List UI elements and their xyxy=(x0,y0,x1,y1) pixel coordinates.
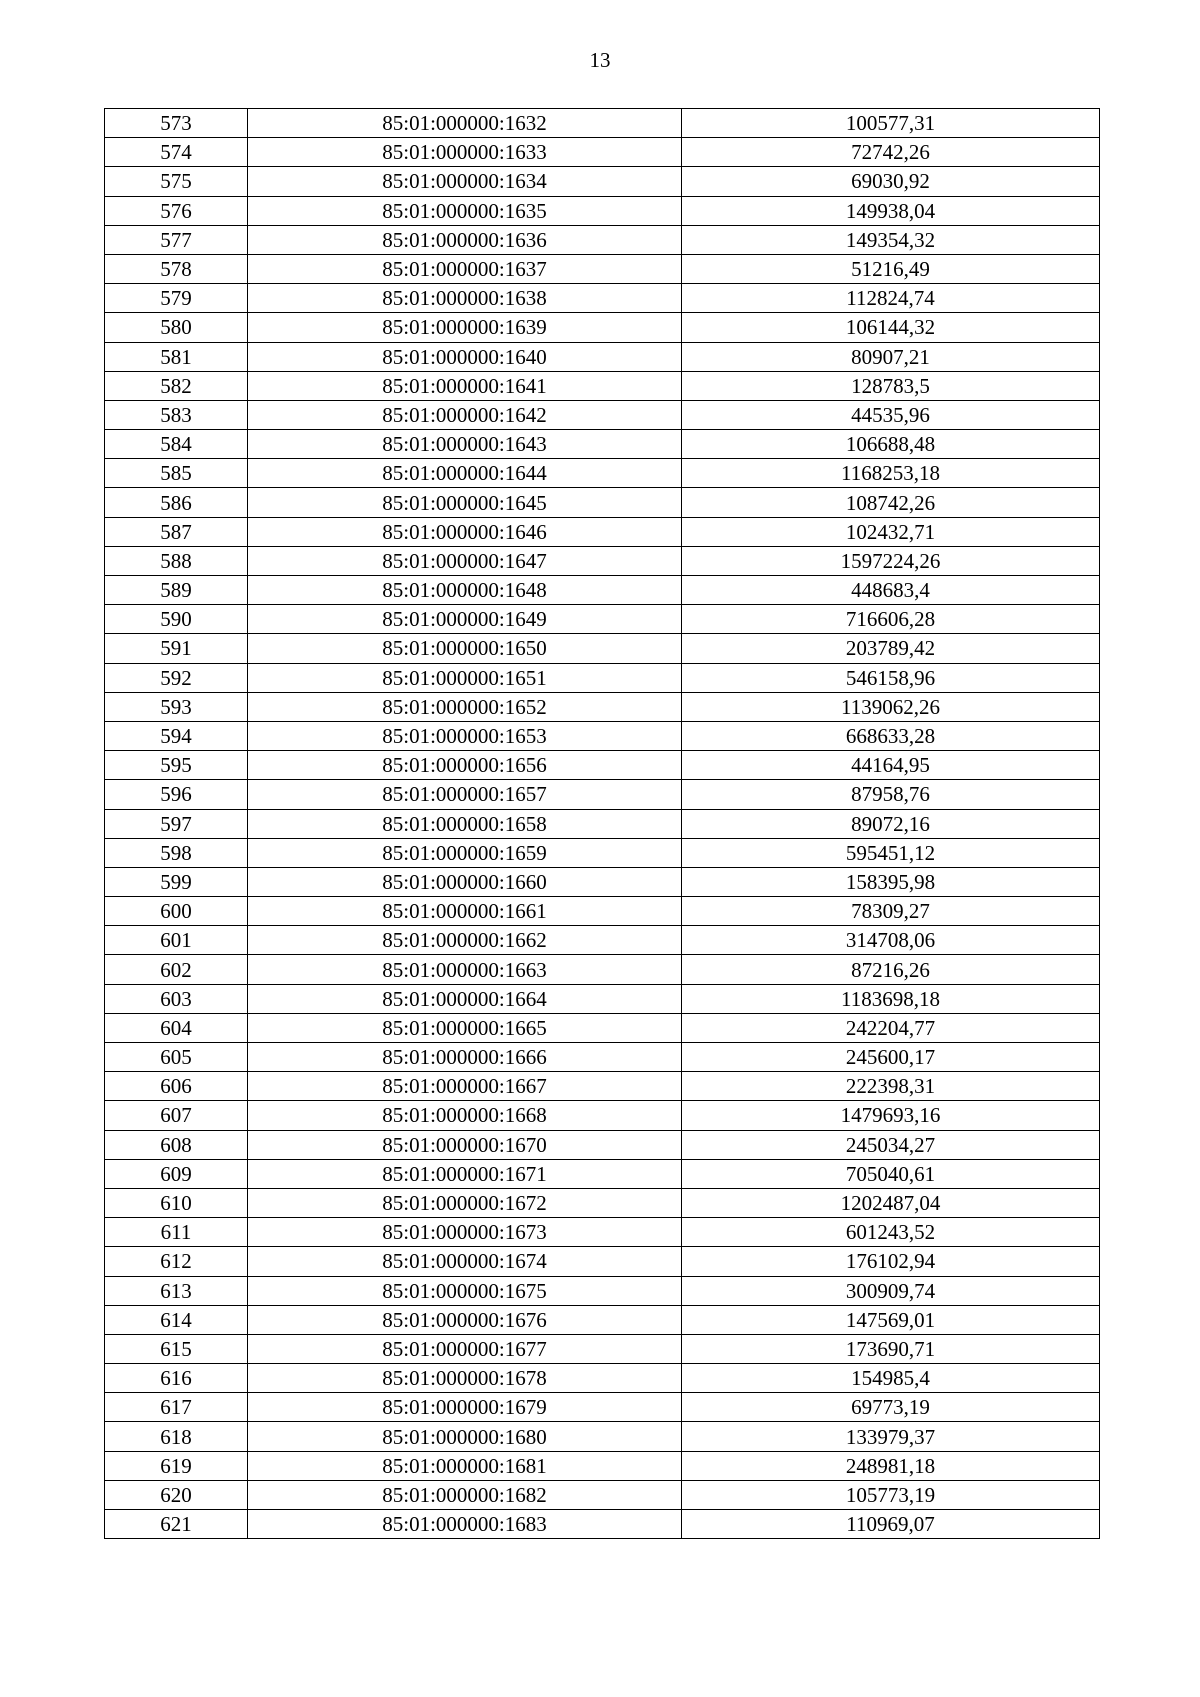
row-number-cell: 575 xyxy=(105,167,248,196)
table-row xyxy=(105,780,1100,809)
table-row xyxy=(105,809,1100,838)
table-row xyxy=(105,400,1100,429)
cadastral-value-cell: 87216,26 xyxy=(682,955,1100,984)
cadastral-value-cell: 128783,5 xyxy=(682,371,1100,400)
table-row xyxy=(105,371,1100,400)
table-body xyxy=(105,109,1100,1539)
cadastral-number-cell: 85:01:000000:1674 xyxy=(248,1247,682,1276)
row-number-cell: 613 xyxy=(105,1276,248,1305)
table-row xyxy=(105,138,1100,167)
table-row xyxy=(105,1422,1100,1451)
page-number: 13 xyxy=(589,48,611,72)
row-number-cell: 582 xyxy=(105,371,248,400)
cadastral-value-cell: 108742,26 xyxy=(682,488,1100,517)
row-number-cell: 599 xyxy=(105,867,248,896)
table-row xyxy=(105,546,1100,575)
row-number-cell: 607 xyxy=(105,1101,248,1130)
row-number-cell: 611 xyxy=(105,1218,248,1247)
row-number-cell: 614 xyxy=(105,1305,248,1334)
cadastral-number-cell: 85:01:000000:1641 xyxy=(248,371,682,400)
table-row xyxy=(105,109,1100,138)
row-number-cell: 573 xyxy=(105,109,248,138)
cadastral-value-cell: 705040,61 xyxy=(682,1159,1100,1188)
row-number-cell: 618 xyxy=(105,1422,248,1451)
cadastral-value-cell: 245600,17 xyxy=(682,1043,1100,1072)
table-row xyxy=(105,167,1100,196)
cadastral-value-cell: 80907,21 xyxy=(682,342,1100,371)
table-row xyxy=(105,1130,1100,1159)
table-row xyxy=(105,1451,1100,1480)
row-number-cell: 587 xyxy=(105,517,248,546)
cadastral-number-cell: 85:01:000000:1645 xyxy=(248,488,682,517)
cadastral-number-cell: 85:01:000000:1646 xyxy=(248,517,682,546)
cadastral-value-cell: 601243,52 xyxy=(682,1218,1100,1247)
row-number-cell: 598 xyxy=(105,838,248,867)
row-number-cell: 596 xyxy=(105,780,248,809)
cadastral-value-cell: 78309,27 xyxy=(682,897,1100,926)
row-number-cell: 601 xyxy=(105,926,248,955)
table-row xyxy=(105,1218,1100,1247)
cadastral-number-cell: 85:01:000000:1670 xyxy=(248,1130,682,1159)
row-number-cell: 590 xyxy=(105,605,248,634)
row-number-cell: 595 xyxy=(105,751,248,780)
table-row xyxy=(105,1043,1100,1072)
row-number-cell: 585 xyxy=(105,459,248,488)
table-row xyxy=(105,1247,1100,1276)
cadastral-value-cell: 1139062,26 xyxy=(682,692,1100,721)
table-row xyxy=(105,430,1100,459)
cadastral-value-cell: 176102,94 xyxy=(682,1247,1100,1276)
table-row xyxy=(105,196,1100,225)
table-row xyxy=(105,838,1100,867)
cadastral-number-cell: 85:01:000000:1636 xyxy=(248,225,682,254)
cadastral-number-cell: 85:01:000000:1681 xyxy=(248,1451,682,1480)
table-row xyxy=(105,751,1100,780)
cadastral-number-cell: 85:01:000000:1662 xyxy=(248,926,682,955)
cadastral-value-cell: 314708,06 xyxy=(682,926,1100,955)
row-number-cell: 597 xyxy=(105,809,248,838)
cadastral-number-cell: 85:01:000000:1668 xyxy=(248,1101,682,1130)
cadastral-number-cell: 85:01:000000:1632 xyxy=(248,109,682,138)
cadastral-number-cell: 85:01:000000:1666 xyxy=(248,1043,682,1072)
cadastral-number-cell: 85:01:000000:1667 xyxy=(248,1072,682,1101)
cadastral-value-cell: 1597224,26 xyxy=(682,546,1100,575)
row-number-cell: 621 xyxy=(105,1510,248,1539)
cadastral-number-cell: 85:01:000000:1640 xyxy=(248,342,682,371)
row-number-cell: 579 xyxy=(105,284,248,313)
cadastral-value-cell: 72742,26 xyxy=(682,138,1100,167)
table-row xyxy=(105,284,1100,313)
table-row xyxy=(105,1188,1100,1217)
table-row xyxy=(105,1276,1100,1305)
row-number-cell: 577 xyxy=(105,225,248,254)
cadastral-number-cell: 85:01:000000:1676 xyxy=(248,1305,682,1334)
cadastral-value-cell: 100577,31 xyxy=(682,109,1100,138)
table-row xyxy=(105,605,1100,634)
cadastral-value-cell: 222398,31 xyxy=(682,1072,1100,1101)
cadastral-number-cell: 85:01:000000:1651 xyxy=(248,663,682,692)
cadastral-value-cell: 149938,04 xyxy=(682,196,1100,225)
cadastral-number-cell: 85:01:000000:1638 xyxy=(248,284,682,313)
cadastral-number-cell: 85:01:000000:1675 xyxy=(248,1276,682,1305)
cadastral-value-cell: 105773,19 xyxy=(682,1480,1100,1509)
table-row xyxy=(105,867,1100,896)
table-row xyxy=(105,1305,1100,1334)
cadastral-value-cell: 110969,07 xyxy=(682,1510,1100,1539)
cadastral-number-cell: 85:01:000000:1663 xyxy=(248,955,682,984)
row-number-cell: 602 xyxy=(105,955,248,984)
row-number-cell: 603 xyxy=(105,984,248,1013)
table-row xyxy=(105,1480,1100,1509)
cadastral-value-cell: 87958,76 xyxy=(682,780,1100,809)
table-row xyxy=(105,955,1100,984)
cadastral-value-cell: 44164,95 xyxy=(682,751,1100,780)
row-number-cell: 576 xyxy=(105,196,248,225)
table-row xyxy=(105,1013,1100,1042)
row-number-cell: 620 xyxy=(105,1480,248,1509)
table-row xyxy=(105,459,1100,488)
cadastral-value-cell: 173690,71 xyxy=(682,1334,1100,1363)
row-number-cell: 584 xyxy=(105,430,248,459)
cadastral-value-cell: 1202487,04 xyxy=(682,1188,1100,1217)
table-row xyxy=(105,517,1100,546)
cadastral-number-cell: 85:01:000000:1634 xyxy=(248,167,682,196)
cadastral-value-cell: 448683,4 xyxy=(682,576,1100,605)
cadastral-value-cell: 546158,96 xyxy=(682,663,1100,692)
cadastral-number-cell: 85:01:000000:1679 xyxy=(248,1393,682,1422)
cadastral-value-cell: 102432,71 xyxy=(682,517,1100,546)
cadastral-value-cell: 154985,4 xyxy=(682,1364,1100,1393)
row-number-cell: 619 xyxy=(105,1451,248,1480)
table-row xyxy=(105,984,1100,1013)
row-number-cell: 609 xyxy=(105,1159,248,1188)
cadastral-value-cell: 133979,37 xyxy=(682,1422,1100,1451)
table-row xyxy=(105,1334,1100,1363)
cadastral-number-cell: 85:01:000000:1683 xyxy=(248,1510,682,1539)
table-row xyxy=(105,1101,1100,1130)
cadastral-value-cell: 51216,49 xyxy=(682,254,1100,283)
cadastral-number-cell: 85:01:000000:1642 xyxy=(248,400,682,429)
table-row xyxy=(105,634,1100,663)
cadastral-number-cell: 85:01:000000:1678 xyxy=(248,1364,682,1393)
cadastral-value-cell: 1183698,18 xyxy=(682,984,1100,1013)
row-number-cell: 612 xyxy=(105,1247,248,1276)
cadastral-value-cell: 595451,12 xyxy=(682,838,1100,867)
cadastral-number-cell: 85:01:000000:1664 xyxy=(248,984,682,1013)
table-row xyxy=(105,897,1100,926)
table-row xyxy=(105,1159,1100,1188)
cadastral-number-cell: 85:01:000000:1659 xyxy=(248,838,682,867)
table-row xyxy=(105,926,1100,955)
row-number-cell: 589 xyxy=(105,576,248,605)
cadastral-value-cell: 248981,18 xyxy=(682,1451,1100,1480)
cadastral-value-cell: 1479693,16 xyxy=(682,1101,1100,1130)
row-number-cell: 586 xyxy=(105,488,248,517)
cadastral-number-cell: 85:01:000000:1672 xyxy=(248,1188,682,1217)
cadastral-value-cell: 668633,28 xyxy=(682,721,1100,750)
row-number-cell: 608 xyxy=(105,1130,248,1159)
cadastral-number-cell: 85:01:000000:1649 xyxy=(248,605,682,634)
cadastral-value-cell: 149354,32 xyxy=(682,225,1100,254)
cadastral-number-cell: 85:01:000000:1673 xyxy=(248,1218,682,1247)
row-number-cell: 616 xyxy=(105,1364,248,1393)
cadastral-value-cell: 106688,48 xyxy=(682,430,1100,459)
row-number-cell: 574 xyxy=(105,138,248,167)
cadastral-value-cell: 158395,98 xyxy=(682,867,1100,896)
cadastral-number-cell: 85:01:000000:1648 xyxy=(248,576,682,605)
cadastral-number-cell: 85:01:000000:1647 xyxy=(248,546,682,575)
cadastral-value-cell: 716606,28 xyxy=(682,605,1100,634)
table-row xyxy=(105,254,1100,283)
table-row xyxy=(105,1364,1100,1393)
table-row xyxy=(105,692,1100,721)
cadastral-value-cell: 69030,92 xyxy=(682,167,1100,196)
table-row xyxy=(105,313,1100,342)
table-row xyxy=(105,1510,1100,1539)
row-number-cell: 617 xyxy=(105,1393,248,1422)
cadastral-number-cell: 85:01:000000:1633 xyxy=(248,138,682,167)
cadastral-number-cell: 85:01:000000:1677 xyxy=(248,1334,682,1363)
row-number-cell: 594 xyxy=(105,721,248,750)
cadastral-number-cell: 85:01:000000:1639 xyxy=(248,313,682,342)
table-row xyxy=(105,488,1100,517)
row-number-cell: 610 xyxy=(105,1188,248,1217)
cadastral-number-cell: 85:01:000000:1665 xyxy=(248,1013,682,1042)
table-row xyxy=(105,1393,1100,1422)
table-row xyxy=(105,1072,1100,1101)
cadastral-value-cell: 89072,16 xyxy=(682,809,1100,838)
row-number-cell: 580 xyxy=(105,313,248,342)
table-row xyxy=(105,342,1100,371)
cadastral-value-cell: 44535,96 xyxy=(682,400,1100,429)
cadastral-value-table xyxy=(104,108,1100,1539)
cadastral-number-cell: 85:01:000000:1671 xyxy=(248,1159,682,1188)
row-number-cell: 600 xyxy=(105,897,248,926)
cadastral-number-cell: 85:01:000000:1637 xyxy=(248,254,682,283)
cadastral-value-cell: 300909,74 xyxy=(682,1276,1100,1305)
row-number-cell: 581 xyxy=(105,342,248,371)
cadastral-number-cell: 85:01:000000:1650 xyxy=(248,634,682,663)
row-number-cell: 593 xyxy=(105,692,248,721)
cadastral-value-cell: 245034,27 xyxy=(682,1130,1100,1159)
table-row xyxy=(105,225,1100,254)
cadastral-number-cell: 85:01:000000:1635 xyxy=(248,196,682,225)
row-number-cell: 615 xyxy=(105,1334,248,1363)
cadastral-number-cell: 85:01:000000:1653 xyxy=(248,721,682,750)
table-row xyxy=(105,663,1100,692)
row-number-cell: 578 xyxy=(105,254,248,283)
cadastral-number-cell: 85:01:000000:1643 xyxy=(248,430,682,459)
row-number-cell: 604 xyxy=(105,1013,248,1042)
cadastral-number-cell: 85:01:000000:1656 xyxy=(248,751,682,780)
cadastral-number-cell: 85:01:000000:1661 xyxy=(248,897,682,926)
row-number-cell: 592 xyxy=(105,663,248,692)
cadastral-number-cell: 85:01:000000:1652 xyxy=(248,692,682,721)
row-number-cell: 583 xyxy=(105,400,248,429)
cadastral-value-cell: 106144,32 xyxy=(682,313,1100,342)
cadastral-value-cell: 203789,42 xyxy=(682,634,1100,663)
row-number-cell: 591 xyxy=(105,634,248,663)
cadastral-number-cell: 85:01:000000:1658 xyxy=(248,809,682,838)
row-number-cell: 605 xyxy=(105,1043,248,1072)
cadastral-number-cell: 85:01:000000:1644 xyxy=(248,459,682,488)
row-number-cell: 606 xyxy=(105,1072,248,1101)
cadastral-value-cell: 1168253,18 xyxy=(682,459,1100,488)
cadastral-value-cell: 69773,19 xyxy=(682,1393,1100,1422)
table-row xyxy=(105,576,1100,605)
cadastral-number-cell: 85:01:000000:1660 xyxy=(248,867,682,896)
cadastral-number-cell: 85:01:000000:1657 xyxy=(248,780,682,809)
cadastral-number-cell: 85:01:000000:1680 xyxy=(248,1422,682,1451)
cadastral-value-cell: 242204,77 xyxy=(682,1013,1100,1042)
cadastral-value-cell: 112824,74 xyxy=(682,284,1100,313)
cadastral-value-cell: 147569,01 xyxy=(682,1305,1100,1334)
cadastral-number-cell: 85:01:000000:1682 xyxy=(248,1480,682,1509)
row-number-cell: 588 xyxy=(105,546,248,575)
table-row xyxy=(105,721,1100,750)
